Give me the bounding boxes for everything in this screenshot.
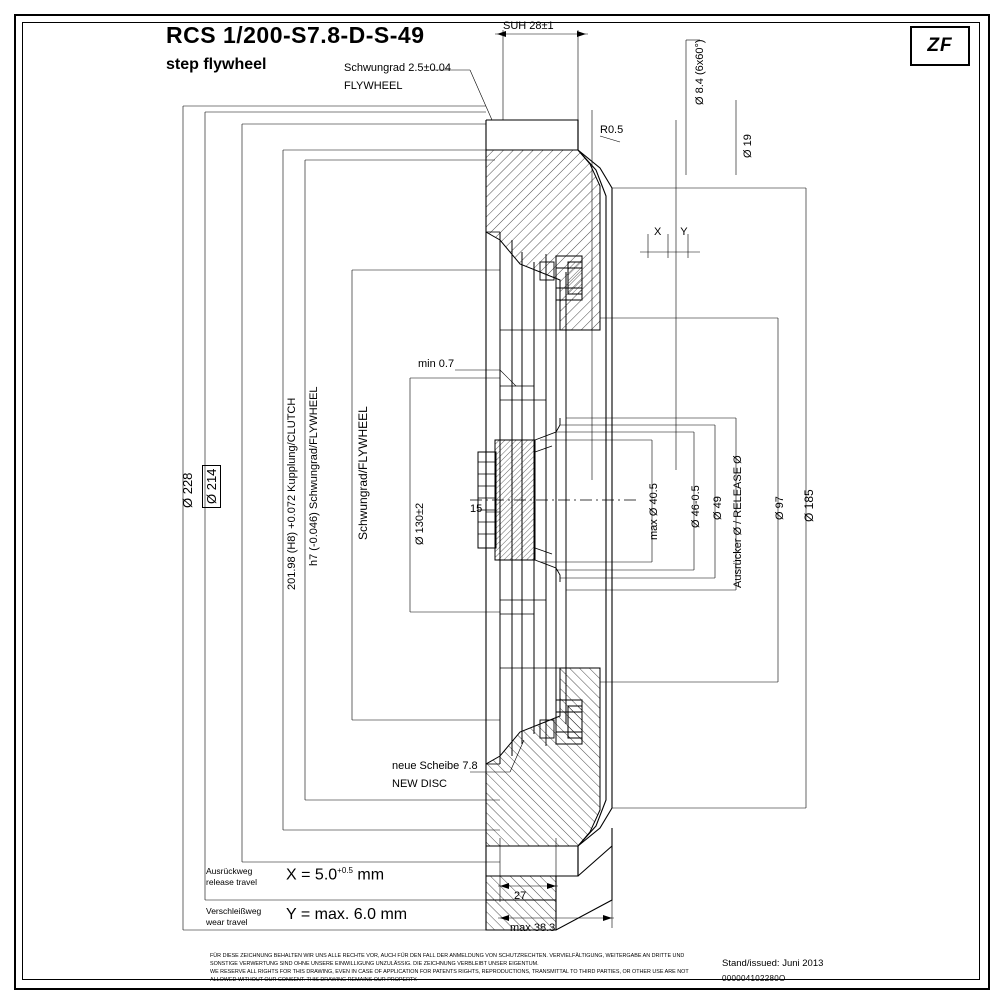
dim-max-38-3: max 38.3 bbox=[510, 922, 556, 934]
dim-suh: SUH 28±1 bbox=[503, 20, 554, 32]
dim-214: Ø 214 bbox=[202, 465, 221, 508]
dim-201-98: 201.98 (H8) +0.072 Kupplung/CLUTCH bbox=[286, 397, 298, 590]
page-title: RCS 1/200-S7.8-D-S-49 bbox=[166, 22, 425, 48]
dim-h7: h7 (-0.046) Schwungrad/FLYWHEEL bbox=[308, 386, 320, 566]
document-number: 000004102280O bbox=[722, 974, 786, 983]
dim-49: Ø 49 bbox=[712, 496, 724, 520]
flywheel-note-en: FLYWHEEL bbox=[344, 80, 403, 92]
flywheel-note-de: Schwungrad 2.5±0.04 bbox=[344, 62, 451, 74]
dim-min07: min 0.7 bbox=[418, 358, 455, 370]
release-travel-value bbox=[286, 866, 384, 884]
zf-logo: ZF bbox=[910, 26, 970, 66]
wear-travel-label-de: Verschleißweg bbox=[206, 906, 262, 916]
release-travel-number: = 5.0 bbox=[301, 866, 338, 884]
release-travel-unit: mm bbox=[357, 866, 385, 884]
release-travel-labels bbox=[206, 866, 257, 887]
legal-notice-en: WE RESERVE ALL RIGHTS FOR THIS DRAWING, EVEN IN CASE OF APPLICATION FOR PATENTS RIGHTS, REPRODUCTIONS, TRANSMITTAL TO THIRD PARTIES, OR OTHER USE ARE NOT ALLOWED WITHOUT OUR CONSENT. THIS DRAWING REMAINS OUR PROPERTY. bbox=[210, 969, 689, 984]
dim-40-5: max Ø 40.5 bbox=[648, 483, 660, 540]
release-travel-label-de: Ausrückweg bbox=[206, 866, 253, 876]
dim-15: 15 bbox=[470, 503, 483, 515]
wear-travel-number: = max. 6.0 mm bbox=[300, 906, 408, 923]
legal-notice-de: FÜR DIESE ZEICHNUNG BEHALTEN WIR UNS ALLE RECHTE VOR, AUCH FÜR DEN FALL DER ANMELDUNG VON SCHUTZRECHTEN. VERVIELFÄLTIGUNG, WEITERGABE AN DRITTE UND SONSTIGE VERWERTUNG SIND OHNE UNSERE EINWILLIGUNG UNZULÄSSIG. DIE ZEICHNUNG VERBLEIBT UNSER EIGENTUM. bbox=[210, 953, 685, 968]
legal-notice bbox=[210, 952, 690, 984]
release-travel-tolerance: +0.5 bbox=[337, 866, 353, 875]
wear-travel-labels bbox=[206, 906, 261, 927]
dim-release: Ausrücker Ø / RELEASE Ø bbox=[732, 455, 744, 588]
dim-radius: R0.5 bbox=[600, 124, 624, 136]
dim-185: Ø 185 bbox=[802, 489, 816, 522]
wear-travel-label-en: wear travel bbox=[206, 916, 248, 927]
dim-dia-19: Ø 19 bbox=[742, 134, 754, 158]
dim-xy: X Y bbox=[654, 226, 696, 238]
wear-travel-symbol: Y bbox=[286, 906, 297, 923]
dim-27: 27 bbox=[514, 890, 527, 902]
wear-travel-value bbox=[286, 906, 407, 924]
page-subtitle: step flywheel bbox=[166, 56, 267, 73]
release-travel-symbol: X bbox=[286, 866, 297, 884]
dim-66-5: Ø 130±2 bbox=[414, 502, 426, 545]
dim-hole-dia: Ø 8.4 (6x60°) bbox=[694, 39, 706, 105]
dim-228: Ø 228 bbox=[180, 472, 195, 508]
dim-46: Ø 46-0.5 bbox=[690, 485, 702, 528]
disc-note-de: neue Scheibe 7.8 bbox=[392, 760, 478, 772]
disc-note-en: NEW DISC bbox=[392, 778, 447, 790]
dim-130: Schwungrad/FLYWHEEL bbox=[356, 406, 370, 540]
release-travel-label-en: release travel bbox=[206, 876, 258, 887]
issue-date: Stand/issued: Juni 2013 bbox=[722, 958, 824, 969]
dim-97: Ø 97 bbox=[774, 496, 786, 520]
